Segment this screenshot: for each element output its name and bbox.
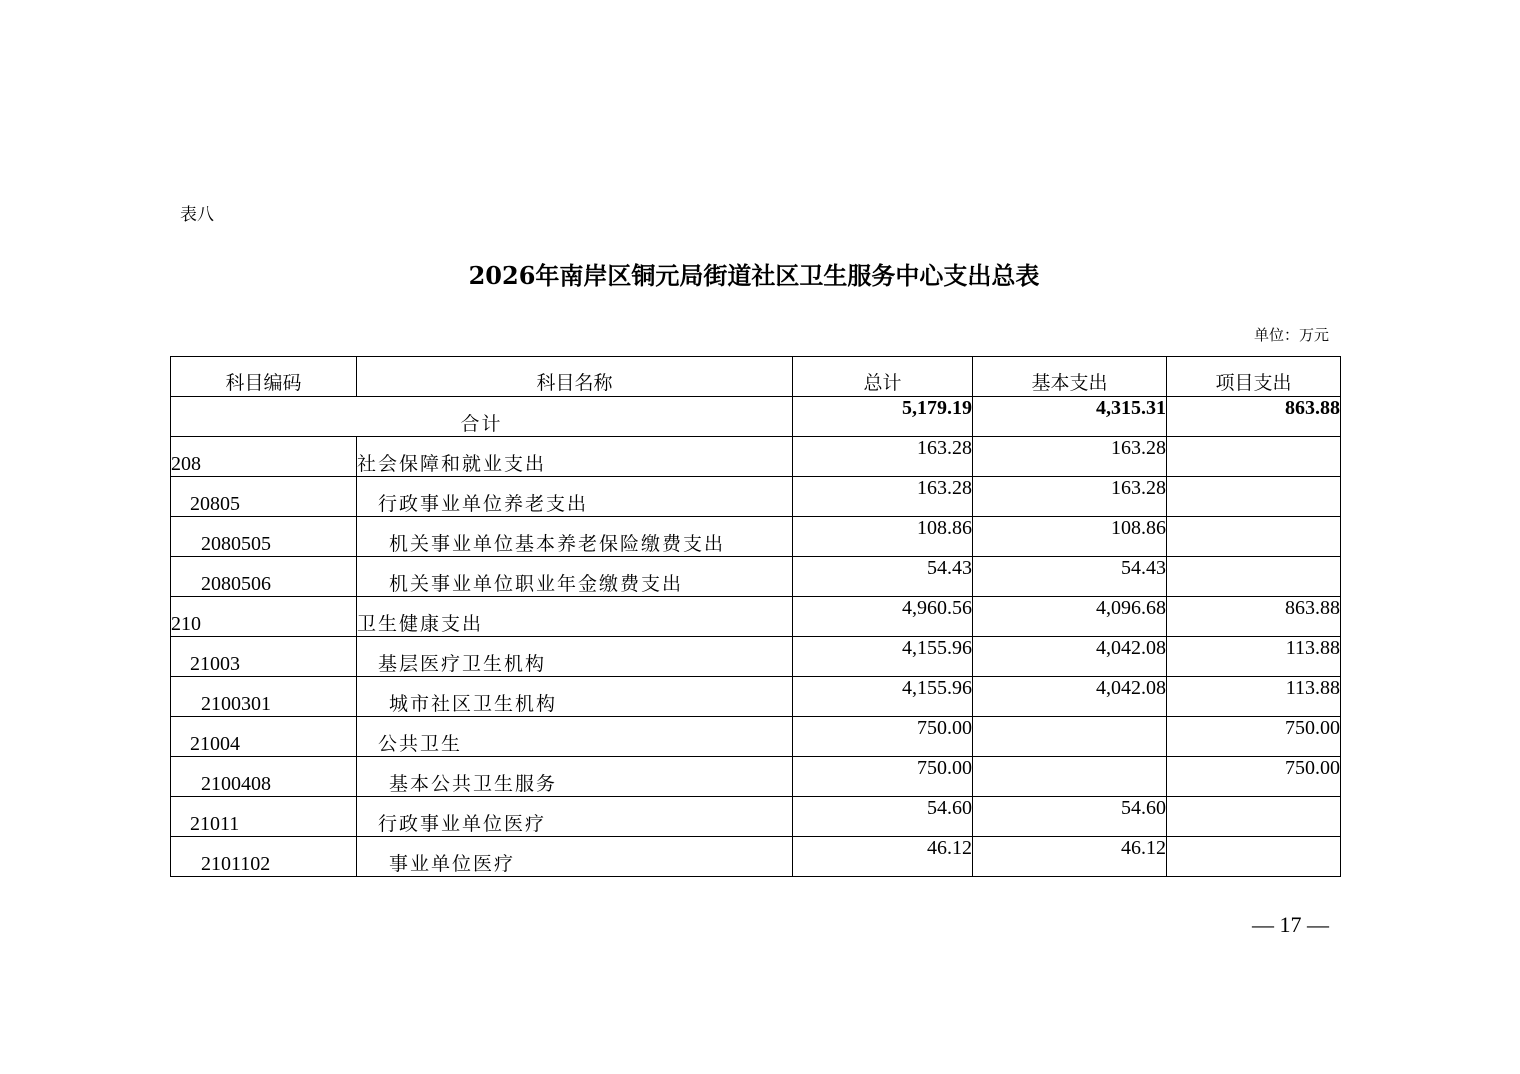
- table-row: [171, 477, 1341, 517]
- header-subject-code: 科目编码: [171, 357, 357, 397]
- row-basic: [973, 757, 1167, 797]
- table-row: [171, 677, 1341, 717]
- header-total: 总计: [793, 357, 973, 397]
- row-code: 208: [171, 437, 357, 477]
- row-total: 163.28: [793, 437, 973, 477]
- row-basic: 54.60: [973, 797, 1167, 837]
- row-code: 21004: [171, 717, 357, 757]
- row-project: [1167, 517, 1341, 557]
- row-basic: 46.12: [973, 837, 1167, 877]
- table-row: [171, 597, 1341, 637]
- unit-label: 单位：万元: [1253, 326, 1329, 344]
- row-basic: 4,042.08: [973, 677, 1167, 717]
- table-row: [171, 437, 1341, 477]
- expenditure-table: [170, 356, 1341, 877]
- row-total: 4,960.56: [793, 597, 973, 637]
- row-total: 750.00: [793, 757, 973, 797]
- row-name: 行政事业单位养老支出: [357, 477, 793, 517]
- row-name: 行政事业单位医疗: [357, 797, 793, 837]
- row-project: 113.88: [1167, 637, 1341, 677]
- table-row: [171, 557, 1341, 597]
- row-project: [1167, 837, 1341, 877]
- row-basic: 108.86: [973, 517, 1167, 557]
- row-name: 机关事业单位职业年金缴费支出: [357, 557, 793, 597]
- row-project: [1167, 557, 1341, 597]
- table-row: [171, 717, 1341, 757]
- table-row: [171, 637, 1341, 677]
- row-total: 163.28: [793, 477, 973, 517]
- row-code: 2101102: [171, 837, 357, 877]
- total-sum: 5,179.19: [793, 397, 973, 437]
- row-total: 54.60: [793, 797, 973, 837]
- document-title: 2026年南岸区铜元局街道社区卫生服务中心支出总表: [468, 261, 1040, 290]
- header-basic-expenditure: 基本支出: [973, 357, 1167, 397]
- table-number-label: 表八: [180, 205, 214, 225]
- row-code: 2100408: [171, 757, 357, 797]
- row-total: 4,155.96: [793, 677, 973, 717]
- table-row: [171, 837, 1341, 877]
- header-project-expenditure: 项目支出: [1167, 357, 1341, 397]
- row-code: 21011: [171, 797, 357, 837]
- row-project: [1167, 477, 1341, 517]
- row-code: 21003: [171, 637, 357, 677]
- row-total: 54.43: [793, 557, 973, 597]
- row-project: [1167, 797, 1341, 837]
- row-basic: [973, 717, 1167, 757]
- header-subject-name: 科目名称: [357, 357, 793, 397]
- row-basic: 4,096.68: [973, 597, 1167, 637]
- row-basic: 4,042.08: [973, 637, 1167, 677]
- row-total: 4,155.96: [793, 637, 973, 677]
- total-project: 863.88: [1167, 397, 1341, 437]
- row-name: 基本公共卫生服务: [357, 757, 793, 797]
- table-row: [171, 757, 1341, 797]
- row-code: 20805: [171, 477, 357, 517]
- row-name: 卫生健康支出: [357, 597, 793, 637]
- row-basic: 163.28: [973, 477, 1167, 517]
- total-label: 合计: [171, 397, 793, 437]
- row-name: 公共卫生: [357, 717, 793, 757]
- row-name: 事业单位医疗: [357, 837, 793, 877]
- row-code: 2080505: [171, 517, 357, 557]
- row-name: 社会保障和就业支出: [357, 437, 793, 477]
- row-name: 城市社区卫生机构: [357, 677, 793, 717]
- row-name: 机关事业单位基本养老保险缴费支出: [357, 517, 793, 557]
- total-basic: 4,315.31: [973, 397, 1167, 437]
- row-basic: 54.43: [973, 557, 1167, 597]
- row-code: 2100301: [171, 677, 357, 717]
- row-project: 863.88: [1167, 597, 1341, 637]
- row-code: 2080506: [171, 557, 357, 597]
- row-code: 210: [171, 597, 357, 637]
- total-row: [171, 397, 1341, 437]
- row-project: 750.00: [1167, 757, 1341, 797]
- table-row: [171, 517, 1341, 557]
- row-total: 750.00: [793, 717, 973, 757]
- row-project: 750.00: [1167, 717, 1341, 757]
- row-basic: 163.28: [973, 437, 1167, 477]
- row-name: 基层医疗卫生机构: [357, 637, 793, 677]
- table-row: [171, 797, 1341, 837]
- page-number: — 17 —: [1252, 912, 1329, 937]
- table-header-row: [171, 357, 1341, 397]
- row-project: [1167, 437, 1341, 477]
- row-total: 108.86: [793, 517, 973, 557]
- row-total: 46.12: [793, 837, 973, 877]
- row-project: 113.88: [1167, 677, 1341, 717]
